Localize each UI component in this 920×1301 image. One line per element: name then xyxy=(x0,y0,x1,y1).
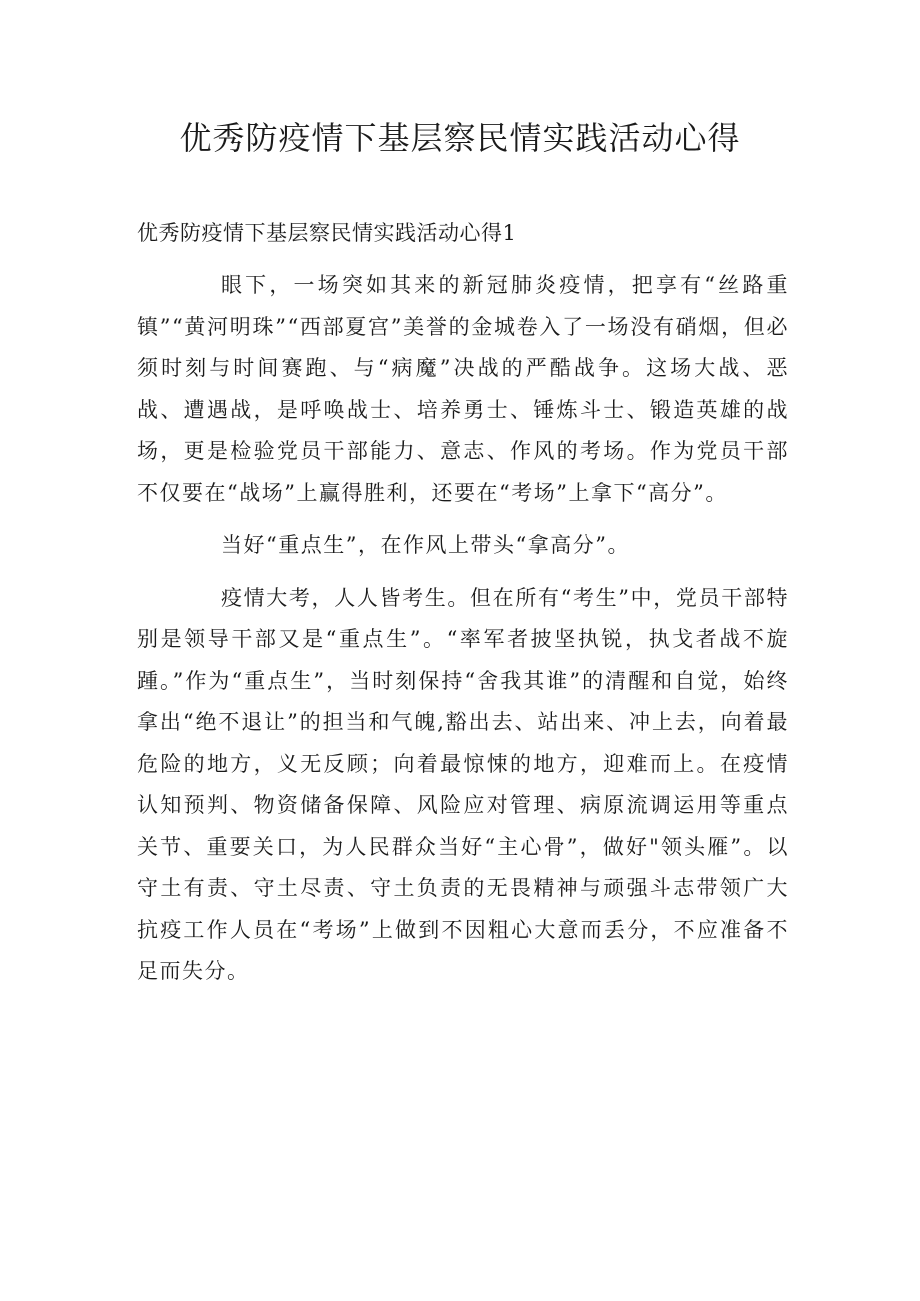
paragraph-subheading: 当好“重点生”，在作风上带头“拿高分”。 xyxy=(221,533,630,557)
section-heading: 优秀防疫情下基层察民情实践活动心得1 xyxy=(137,221,517,245)
document-body xyxy=(137,215,789,993)
paragraph-intro: 眼下，一场突如其来的新冠肺炎疫情，把享有“丝路重镇”“黄河明珠”“西部夏宫”美誉的金城卷入了一场没有硝烟，但必须时刻与时间赛跑、与“病魔”决战的严酷战争。这场大战、恶战、遭遇战，是呼唤战士、培养勇士、锤炼斗士、锻造英雄的战场，更是检验党员干部能力、意志、作风的考场。作为党员干部不仅要在“战场”上赢得胜利，还要在“考场”上拿下“高分”。 xyxy=(137,273,789,505)
document-title: 优秀防疫情下基层察民情实践活动心得 xyxy=(179,119,741,157)
paragraph-body: 疫情大考，人人皆考生。但在所有“考生”中，党员干部特别是领导干部又是“重点生”。“率军者披坚执锐，执戈者战不旋踵。”作为“重点生”，当时刻保持“舍我其谁”的清醒和自觉，始终拿出“绝不退让”的担当和气魄,豁出去、站出来、冲上去，向着最危险的地方，义无反顾；向着最惊悚的地方，迎难而上。在疫情认知预判、物资储备保障、风险应对管理、病原流调运用等重点关节、重要关口，为人民群众当好“主心骨”，做好"领头雁”。以守土有责、守土尽责、守土负责的无畏精神与顽强斗志带领广大抗疫工作人员在“考场”上做到不因粗心大意而丢分，不应准备不足而失分。 xyxy=(137,585,789,983)
